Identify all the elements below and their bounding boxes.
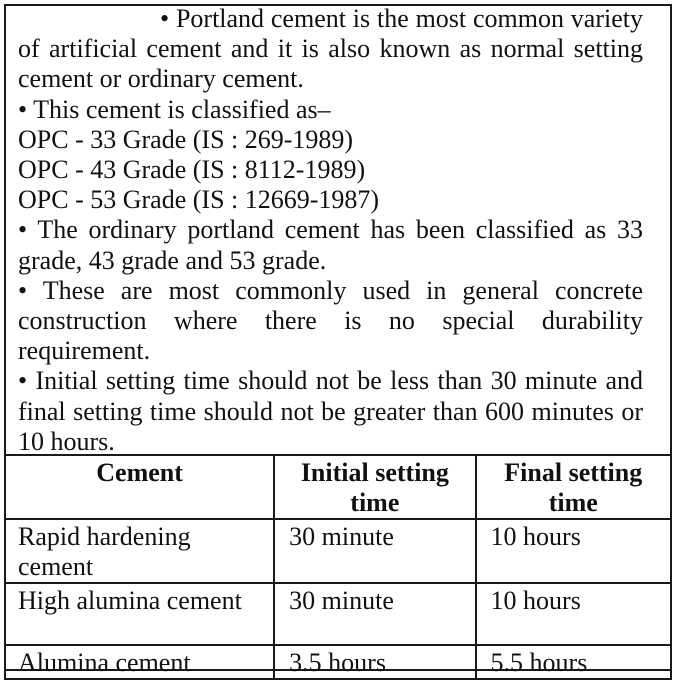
paragraph-grades-summary	[18, 215, 643, 275]
cell-cement: Alumina cement	[5, 645, 274, 679]
cell-initial-time: 3.5 hours	[274, 645, 475, 679]
table-row	[5, 519, 671, 583]
cell-final-time: 10 hours	[476, 519, 671, 583]
paragraph-usage	[18, 276, 643, 367]
table-header-row	[5, 455, 671, 519]
bullet-icon: •	[18, 275, 28, 305]
bullet-icon: •	[18, 215, 28, 245]
grade-line: OPC - 53 Grade (IS : 12669-1987)	[18, 185, 380, 215]
cell-cement: Rapid hardening cement	[5, 519, 274, 583]
paragraph-text: This cement is classified as–	[33, 94, 331, 124]
notes-text	[18, 4, 643, 457]
header-final-setting-time: Final setting time	[476, 455, 671, 519]
paragraph-text: These are most commonly used in general concrete construction where there is no special durability requirement.	[18, 275, 643, 366]
setting-time-table	[4, 454, 672, 680]
table-row	[5, 645, 671, 679]
paragraph-classification	[18, 95, 643, 125]
cell-initial-time: 30 minute	[274, 583, 475, 645]
table-row	[5, 583, 671, 645]
cell-final-time: 5.5 hours	[476, 645, 671, 679]
bullet-icon: •	[160, 4, 170, 33]
paragraph-text: Portland cement is the most common variety of artificial cement and it is also known as normal setting cement or ordinary cement.	[18, 4, 643, 94]
cell-final-time: 10 hours	[476, 583, 671, 645]
grade-line: OPC - 33 Grade (IS : 269-1989)	[18, 124, 354, 154]
grade-line: OPC - 43 Grade (IS : 8112-1989)	[18, 155, 366, 185]
cell-initial-time: 30 minute	[274, 519, 475, 583]
paragraph-setting-time	[18, 366, 643, 457]
header-initial-setting-time: Initial setting time	[274, 455, 475, 519]
paragraph-text: The ordinary portland cement has been classified as 33 grade, 43 grade and 53 grade.	[18, 215, 644, 275]
cell-cement: High alumina cement	[5, 583, 274, 645]
paragraph-portland-definition	[18, 4, 643, 95]
bullet-icon: •	[18, 366, 28, 396]
header-cement: Cement	[5, 455, 274, 519]
paragraph-text: Initial setting time should not be less than 30 minute and final setting time should not be greater than 600 minutes or 10 hours.	[18, 366, 644, 456]
bullet-icon: •	[18, 94, 28, 124]
